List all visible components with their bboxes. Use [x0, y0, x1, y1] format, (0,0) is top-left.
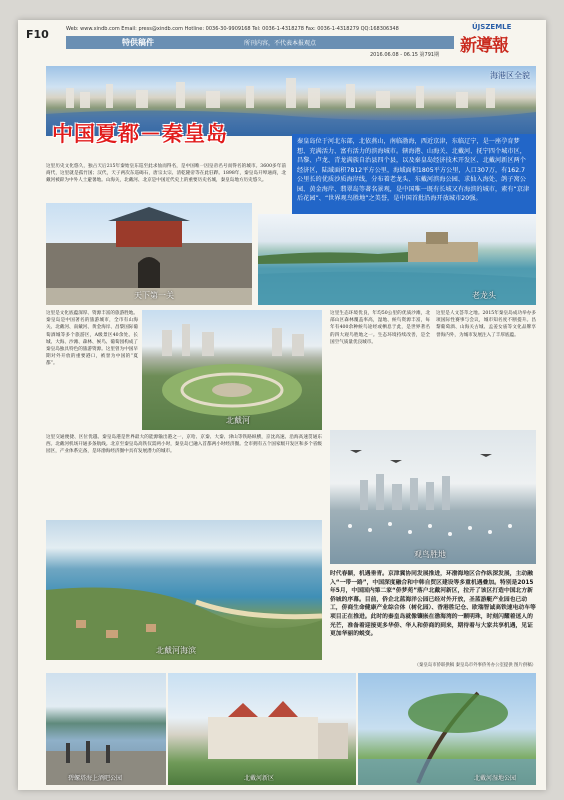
gate-caption: 天下第一关 — [134, 291, 174, 300]
intro-paragraph: 这里历史文化悠久，独占天后215年秦始皇东巡至此求仙而得名，是中国唯一因皇帝名号而得名的城市。3600多年前商代，这里就是孤竹国；汉代，天子两次东巡碣石，唐宗太宗、清乾隆帝等在此驻跸。1898年，秦皇岛开埠通商，北戴河被辟为中外人士避暑地。山海关，北戴河、北京是中国近代史上的重要历史名城，秦皇岛地方历史悠久。 — [46, 164, 286, 184]
city-profile-box: 秦皇岛位于河北东部，北依燕山，南临渤海，西近京津，东临辽宁，是一座孕育梦想、充满活力、富有活力的滨海城市。辖海港、山海关、北戴河、抚宁四个城市区，昌黎、卢龙、青龙满族自治县四个县，以及秦皇岛经济技术开发区、北戴河新区两个经济区，陆域面积7812平方公里，海域面积1805平方公里，人口307万，有162.7公里长的优质沙质海岸线，分布着老龙头、东戴河滨海公园、求仙入海处、鸽子窝公园、黄金海岸、翡翠岛等著名景观，是中国唯一既有长城又有海滨的城市，素有“京津后花园”、“世界观鸟胜地”之美誉，是中国首批沿海开放城市20强。 — [292, 134, 536, 226]
coast-caption: 北戴河海滨 — [156, 646, 196, 655]
section-label: 特供稿件 — [122, 38, 154, 47]
disclaimer-label: 所刊内容，不代表本报观点 — [244, 40, 317, 47]
logo-subtitle: ÚJSZEMLE — [472, 23, 512, 31]
body-right-column-2: 这里是人文荟萃之地。2015年秦皇岛成功举办多项国际性赛事与会议，城市知名度不断提升。昌黎葡萄酒、山海关古城、孟姜女庙等文化品牌享誉海内外，为城市发展注入了丰厚底蕴。 — [436, 311, 536, 338]
issue-date: 2016.06.08 - 06.15 第791期 — [370, 52, 440, 58]
birds-photo — [330, 430, 536, 564]
bottom-photo-1 — [46, 673, 166, 785]
banner-caption: 海港区全貌 — [490, 71, 530, 80]
bottom-photo-3-graphic — [358, 673, 536, 785]
birds-caption: 观鸟胜地 — [414, 550, 446, 559]
plaza-photo — [142, 310, 322, 430]
coast-photo — [46, 520, 322, 660]
body-lower-column: 这里交通便捷、区位优越。秦皇岛港是世界最大的能源输出港之一，京哈、京秦、大秦、津山等铁路纵横，京沈高速、沿海高速贯通东西。北戴河机场开通多条航线。北京至秦皇岛高铁仅需两小时，秦皇岛已融入首都两小时经济圈。全市拥有五个国家级开发区和多个省级园区，产业体系完备，是环渤海经济圈中具有发展潜力的城市。 — [46, 435, 322, 455]
contact-line: Web: www.xindb.com Email: press@xindb.com Hotline: 0036-30-9909168 Tel: 0036-1-4318278 Fax: 0036-1-4318279 QQ:168306348 — [66, 26, 399, 32]
bottom-caption-3: 北戴河湿地公园 — [473, 775, 516, 782]
page-header — [18, 20, 546, 62]
body-left-column: 这里是文化底蕴深厚、资源丰富的旅游胜地。秦皇岛是中国著名的旅游城市，全市有山海关、北戴河、南戴河、黄金海岸、昌黎国际葡萄酒城等多个旅游区，A级景区40余处。长城、大海、沙滩、森林、候鸟、葡萄园构成了秦皇岛独具特色的旅游资源。这里曾为中国早期对外开放的重要港口，被誉为中国的“夏都”。 — [46, 311, 138, 367]
shanhaiguan-gate-photo — [46, 203, 252, 305]
laolongtou-caption: 老龙头 — [472, 291, 496, 300]
newspaper-logo — [460, 23, 536, 56]
logo-title: 新導報 — [460, 36, 508, 56]
plaza-graphic — [142, 310, 322, 430]
plaza-caption: 北戴河 — [226, 416, 250, 425]
closing-paragraph: 时代春颖，机遇垂青。京津冀协同发展推进，环渤海地区合作纵深发展，主动融入“一带一路”，中国深度融合和中韩自贸区建设等多重机遇叠加。特别是2015年5月，中国国内第二家“侨梦苑”落户北戴河新区，拉开了该区打造中国北方新侨城的序幕。目前，侨企北蓝海洋公园已经对外开放，圣蓝游艇产业园也已动工，侨商生命健康产业综合体（树化园）、香港胜记仓、欧瑞智诚高铁速电动车等项目正在推进。此时的秦皇岛就像镶嵌在渤海湾的一颗明珠，时刻闪耀着迷人的光芒，准备着迎接更多华侨、华人和侨商的到来，期待着与大家共享机遇，见证更加华丽的蜕变。 — [330, 571, 536, 638]
page-number: F10 — [26, 28, 49, 41]
article-title: 中国夏都－秦皇岛 — [52, 122, 228, 146]
bottom-photo-3 — [358, 673, 536, 785]
article-credit: （秦皇岛市侨联供稿 秦皇岛市外事侨务办公室提供 图片供稿） — [414, 663, 536, 668]
bottom-caption-2: 北戴河新区 — [244, 775, 275, 782]
section-bar — [66, 36, 454, 49]
newspaper-page — [18, 20, 546, 790]
coast-graphic — [46, 520, 322, 660]
bottom-caption-1: 碧螺塔海上酒吧公园 — [68, 775, 123, 782]
bottom-photo-2-graphic — [168, 673, 356, 785]
birds-graphic — [330, 430, 536, 564]
bottom-photo-2 — [168, 673, 356, 785]
body-right-column-1: 这里生态环境优良，年均50公里的优质沙滩，北部山区森林覆盖率高，湿地、候鸟资源丰富，每年有400余种候鸟途经或栖息于此，是世界著名的四大观鸟胜地之一。生态环境持续改善，是全国空气质量优良城市。 — [330, 311, 430, 345]
bottom-photo-1-graphic — [46, 673, 166, 785]
laolongtou-photo — [258, 214, 536, 305]
